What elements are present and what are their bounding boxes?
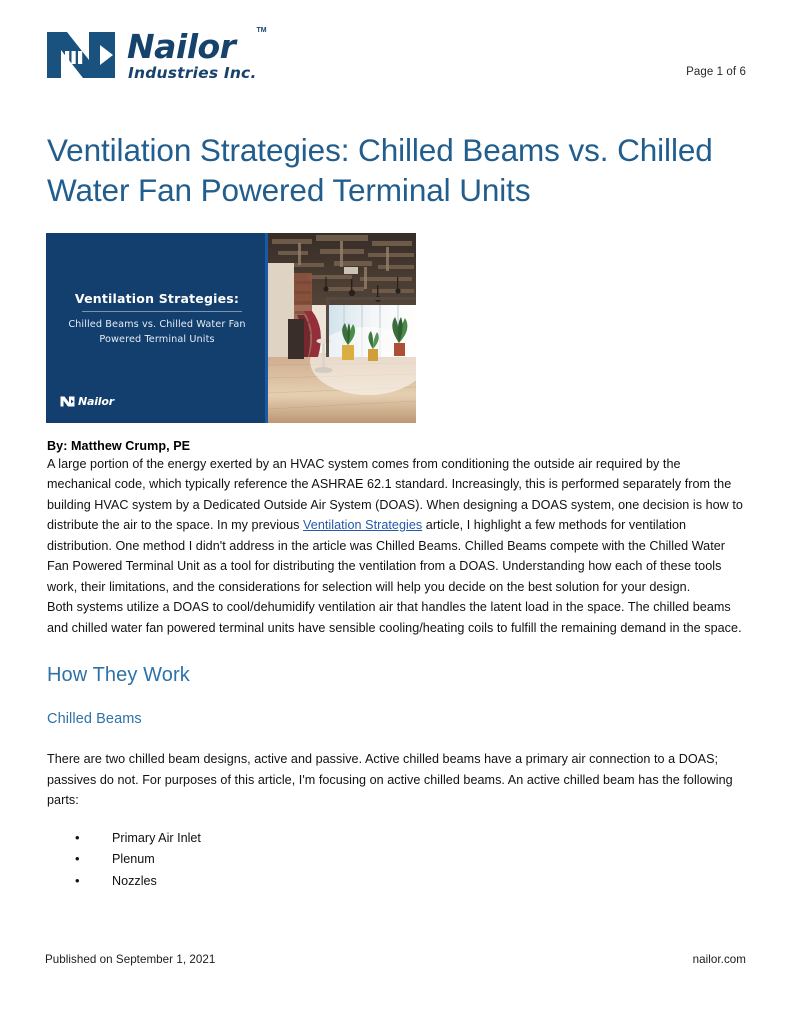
- hero-nailor-logo: [60, 396, 114, 407]
- page-header: [45, 0, 746, 113]
- nailor-logo-text: [127, 27, 267, 82]
- chilled-beam-parts-list: [45, 828, 746, 893]
- nailor-n-arrow-logo-icon: [45, 30, 117, 80]
- hero-photo: [268, 233, 416, 423]
- hero-nailor-mark-icon: [60, 396, 75, 407]
- hero-image: [46, 233, 416, 423]
- list-item: • Nozzles: [75, 871, 746, 893]
- nailor-logo-tm: TM: [256, 27, 267, 34]
- page-title: Ventilation Strategies: Chilled Beams vs. Chilled Water Fan Powered Terminal Units: [47, 132, 713, 209]
- heading-chilled-beams: Chilled Beams: [47, 711, 142, 728]
- hero-slide-title: Ventilation Strategies:: [74, 290, 240, 306]
- hero-slide-panel: [46, 233, 268, 423]
- website-label: nailor.com: [692, 953, 746, 966]
- hero-slide-subtitle: Chilled Beams vs. Chilled Water Fan Powered Terminal Units: [68, 318, 246, 345]
- article-byline: By: Matthew Crump, PE: [47, 438, 191, 453]
- nailor-logo-word: Nailor: [127, 27, 236, 66]
- article-paragraph-2: Both systems utilize a DOAS to cool/dehumidify ventilation air that handles the latent load in the space. The chilled beams and chilled water fan powered terminal units have sensible cooling/heating coils to fulfill the remaining demand in the space.: [47, 600, 742, 635]
- published-date-label: Published on September 1, 2021: [45, 953, 216, 966]
- hero-slide-divider: [82, 311, 242, 312]
- ventilation-strategies-link[interactable]: Ventilation Strategies: [303, 518, 423, 533]
- paragraph-1-pre-text: A large portion of the energy exerted by an HVAC system comes from conditioning the outside air required by the mechanical code, which typically reference the ASHRAE 62.1 standard. Increasingly, this is performed separately from the building HVAC system by a Dedicated Outside Air System (DOAS). When designing a DOAS system, one decision is how to distribute the air to the space. In my previous: [47, 456, 743, 533]
- list-item: • Plenum: [75, 849, 746, 871]
- paragraph-1-post-text: article, I highlight a few methods for ventilation distribution. One method I didn't address in the article was Chilled Beams. Chilled Beams compete with the Chilled Water Fan Powered Terminal Unit as a tool for distributing the ventilation from a DOAS. Understanding how each of these tools work, their limitations, and the considerations for selection will help you decide on the best solution for your design.: [47, 518, 726, 594]
- list-item: • Primary Air Inlet: [75, 828, 746, 850]
- page-footer: [45, 953, 746, 966]
- nailor-logo: [45, 27, 267, 82]
- nailor-logo-subtitle: Industries Inc.: [128, 64, 257, 82]
- hero-nailor-logo-word: Nailor: [78, 394, 114, 408]
- heading-how-they-work: How They Work: [47, 664, 190, 687]
- article-paragraph-3: There are two chilled beam designs, active and passive. Active chilled beams have a primary air connection to a DOAS; passives do not. For purposes of this article, I'm focusing on active chilled beams. An active chilled beam has the following parts:: [47, 752, 733, 808]
- article-paragraph-1: [47, 454, 746, 598]
- page-number-label: Page 1 of 6: [686, 66, 746, 78]
